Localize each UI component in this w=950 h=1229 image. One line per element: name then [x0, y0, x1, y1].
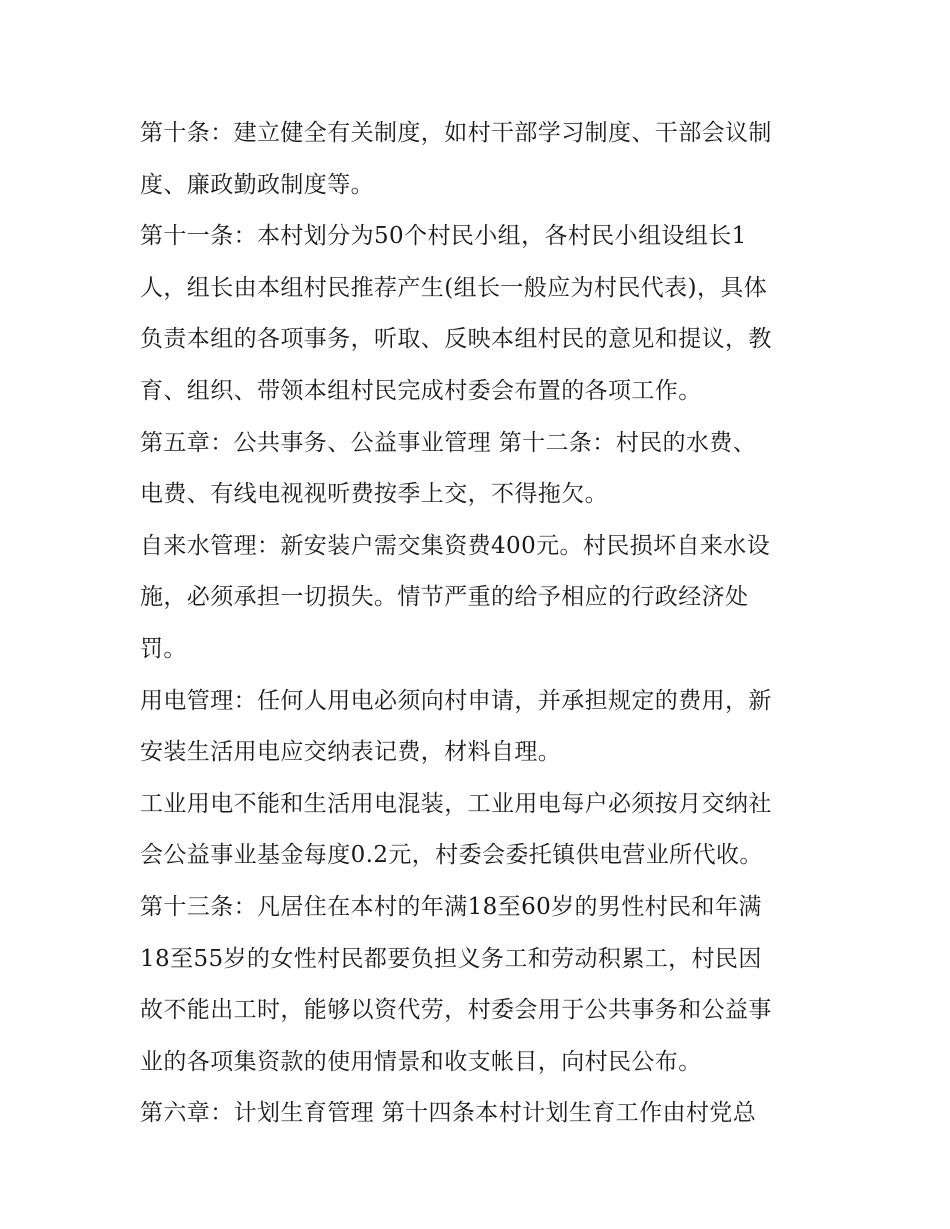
text-line: 18至55岁的女性村民都要负担义务工和劳动积累工，村民因 [140, 945, 762, 972]
text-line: 故不能出工时，能够以资代劳，村委会用于公共事务和公益事 [140, 997, 772, 1024]
text-line: 业的各项集资款的使用情景和收支帐目，向村民公布。 [140, 1048, 702, 1075]
text-line: 度、廉政勤政制度等。 [140, 171, 374, 198]
text-line: 施，必须承担一切损失。情节严重的给予相应的行政经济处 [140, 584, 749, 611]
text-line: 安装生活用电应交纳表记费，材料自理。 [140, 739, 562, 766]
text-line: 第十条：建立健全有关制度，如村干部学习制度、干部会议制 [140, 120, 772, 146]
text-line: 工业用电不能和生活用电混装，工业用电每户必须按月交纳社 [140, 790, 772, 817]
text-line: 用电管理：任何人用电必须向村申请，并承担规定的费用，新 [140, 687, 772, 714]
text-line: 会公益事业基金每度0.2元，村委会委托镇供电营业所代收。 [140, 842, 763, 869]
text-line: 育、组织、带领本组村民完成村委会布置的各项工作。 [140, 377, 702, 404]
text-line: 负责本组的各项事务，听取、反映本组村民的意见和提议，教 [140, 326, 772, 353]
text-line: 自来水管理：新安装户需交集资费400元。村民损坏自来水设 [140, 532, 771, 559]
text-line: 第十三条：凡居住在本村的年满18至60岁的男性村民和年满 [140, 893, 762, 920]
document-body [140, 108, 830, 1140]
text-line: 第十一条：本村划分为50个村民小组，各村民小组设组长1 [140, 223, 747, 250]
text-line: 电费、有线电视视听费按季上交，不得拖欠。 [140, 481, 608, 508]
text-line: 罚。 [140, 635, 187, 662]
text-line: 第五章：公共事务、公益事业管理 第十二条：村民的水费、 [140, 429, 757, 456]
text-line: 第六章：计划生育管理 第十四条本村计划生育工作由村党总 [140, 1100, 757, 1127]
text-line: 人，组长由本组村民推荐产生(组长一般应为村民代表)，具体 [140, 274, 768, 301]
